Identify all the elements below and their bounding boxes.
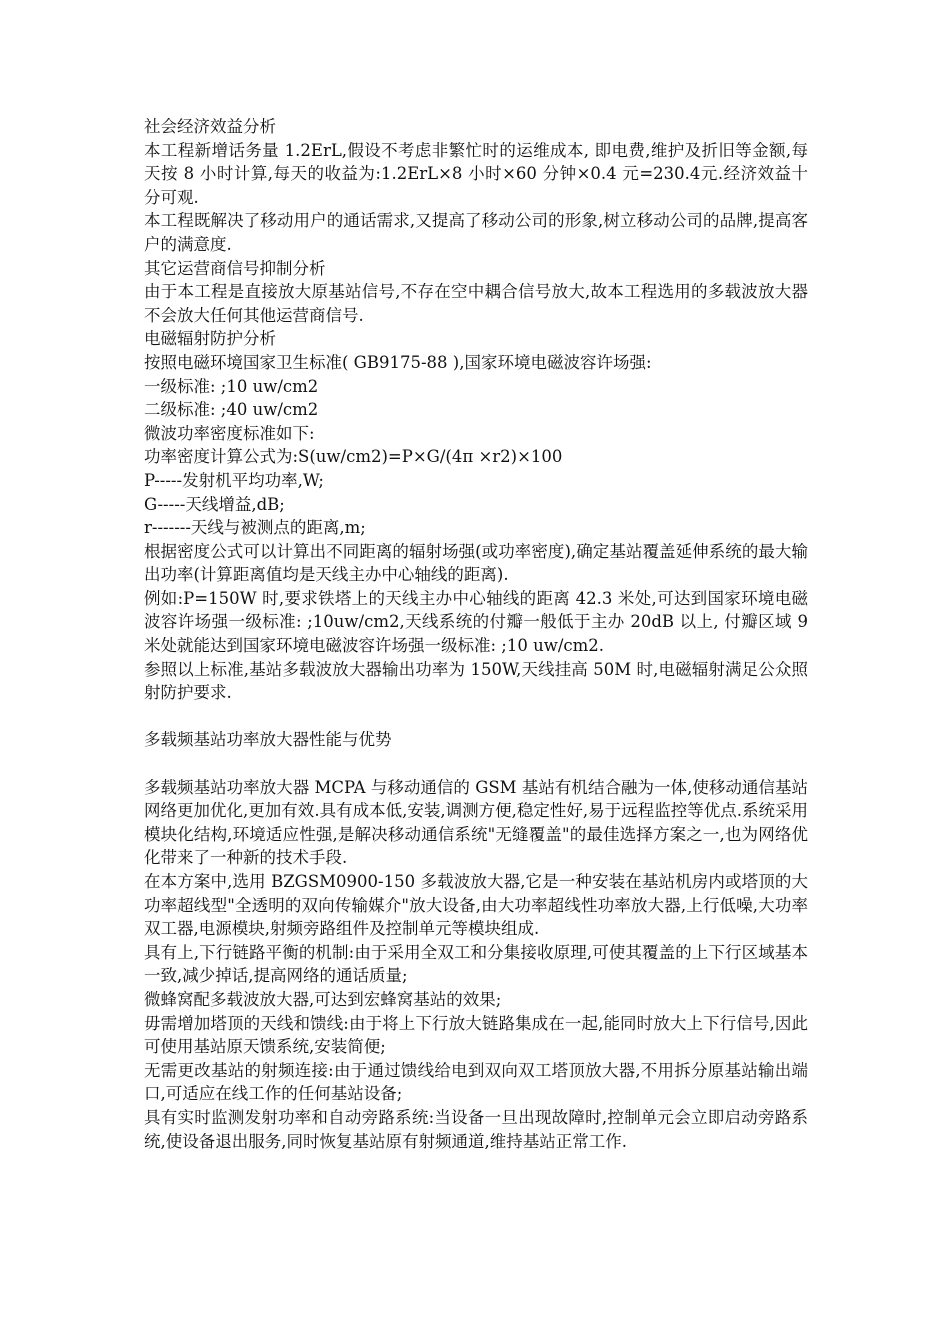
paragraph-var-r: r-------天线与被测点的距离,m;	[144, 518, 366, 538]
blank-line	[144, 705, 808, 729]
paragraph-level-one: 一级标准: ;10 uw/cm2	[144, 376, 319, 396]
section-heading-mcpa: 多载频基站功率放大器性能与优势	[144, 730, 392, 750]
paragraph-density-calc: 根据密度公式可以计算出不同距离的辐射场强(或功率密度),确定基站覆盖延伸系统的最大输出功率(计算距离值均是天线主办中心轴线的距离).	[144, 541, 808, 585]
document-body	[144, 115, 808, 1153]
paragraph-mcpa-intro: 多载频基站功率放大器 MCPA 与移动通信的 GSM 基站有机结合融为一体,使移动通信基站网络更加优化,更加有效.具有成本低,安装,调测方便,稳定性好,易于远程监控等优点.系统采用模块化结构,环境适应性强,是解决移动通信系统"无缝覆盖"的最佳选择方案之一,也为网络优化带来了一种新的技术手段.	[144, 777, 808, 868]
blank-line	[144, 752, 808, 776]
paragraph-traffic-revenue: 本工程新增话务量 1.2ErL,假设不考虑非繁忙时的运维成本, 即电费,维护及折旧等金额,每天按 8 小时计算,每天的收益为:1.2ErL×8 小时×60 分钟×0.4 元=230.4元.经济效益十分可观.	[144, 140, 808, 207]
paragraph-mcpa-selection: 在本方案中,选用 BZGSM0900-150 多载波放大器,它是一种安装在基站机房内或塔顶的大功率超线型"全透明的双向传输媒介"放大设备,由大功率超线性功率放大器,上行低噪,大功率双工器,电源模块,射频旁路组件及控制单元等模块组成.	[144, 872, 808, 939]
paragraph-example: 例如:P=150W 时,要求铁塔上的天线主办中心轴线的距离 42.3 米处,可达到国家环境电磁波容许场强一级标准: ;10uw/cm2,天线系统的付瓣一般低于主办 20dB 以上, 付瓣区域 9 米处就能达到国家环境电磁波容许场强一级标准: ;10 uw/cm2.	[144, 588, 808, 656]
paragraph-brand-benefit: 本工程既解决了移动用户的通话需求,又提高了移动公司的形象,树立移动公司的品牌,提高客户的满意度.	[144, 211, 808, 254]
paragraph-micro-cell: 微蜂窝配多载波放大器,可达到宏蜂窝基站的效果;	[144, 989, 502, 1009]
paragraph-bypass: 具有实时监测发射功率和自动旁路系统:当设备一旦出现故障时,控制单元会立即启动旁路系统,使设备退出服务,同时恢复基站原有射频通道,维持基站正常工作.	[144, 1107, 808, 1151]
section-heading-radiation: 电磁辐射防护分析	[144, 329, 276, 349]
paragraph-no-extra-antenna: 毋需增加塔顶的天线和馈线:由于将上下行放大链路集成在一起,能同时放大上下行信号,因此可使用基站原天馈系统,安装简便;	[144, 1013, 808, 1057]
paragraph-standard-intro: 按照电磁环境国家卫生标准( GB9175-88 ),国家环境电磁波容许场强:	[144, 352, 652, 372]
section-heading-interference: 其它运营商信号抑制分析	[144, 258, 326, 278]
section-heading-social-economic: 社会经济效益分析	[144, 117, 276, 136]
paragraph-interference: 由于本工程是直接放大原基站信号,不存在空中耦合信号放大,故本工程选用的多载波放大器不会放大任何其他运营商信号.	[144, 282, 808, 325]
paragraph-no-rf-change: 无需更改基站的射频连接:由于通过馈线给电到双向双工塔顶放大器,不用拆分原基站输出端口,可适应在线工作的任何基站设备;	[144, 1060, 808, 1104]
paragraph-microwave-standard: 微波功率密度标准如下:	[144, 423, 315, 443]
paragraph-formula: 功率密度计算公式为:S(uw/cm2)=P×G/(4π ×r2)×100	[144, 447, 563, 467]
paragraph-var-p: P-----发射机平均功率,W;	[144, 470, 324, 490]
paragraph-var-g: G-----天线增益,dB;	[144, 494, 285, 514]
paragraph-level-two: 二级标准: ;40 uw/cm2	[144, 400, 319, 420]
paragraph-link-balance: 具有上,下行链路平衡的机制:由于采用全双工和分集接收原理,可使其覆盖的上下行区域基本一致,减少掉话,提高网络的通话质量;	[144, 942, 808, 986]
paragraph-conclusion: 参照以上标准,基站多载波放大器输出功率为 150W,天线挂高 50M 时,电磁辐射满足公众照射防护要求.	[144, 659, 808, 703]
